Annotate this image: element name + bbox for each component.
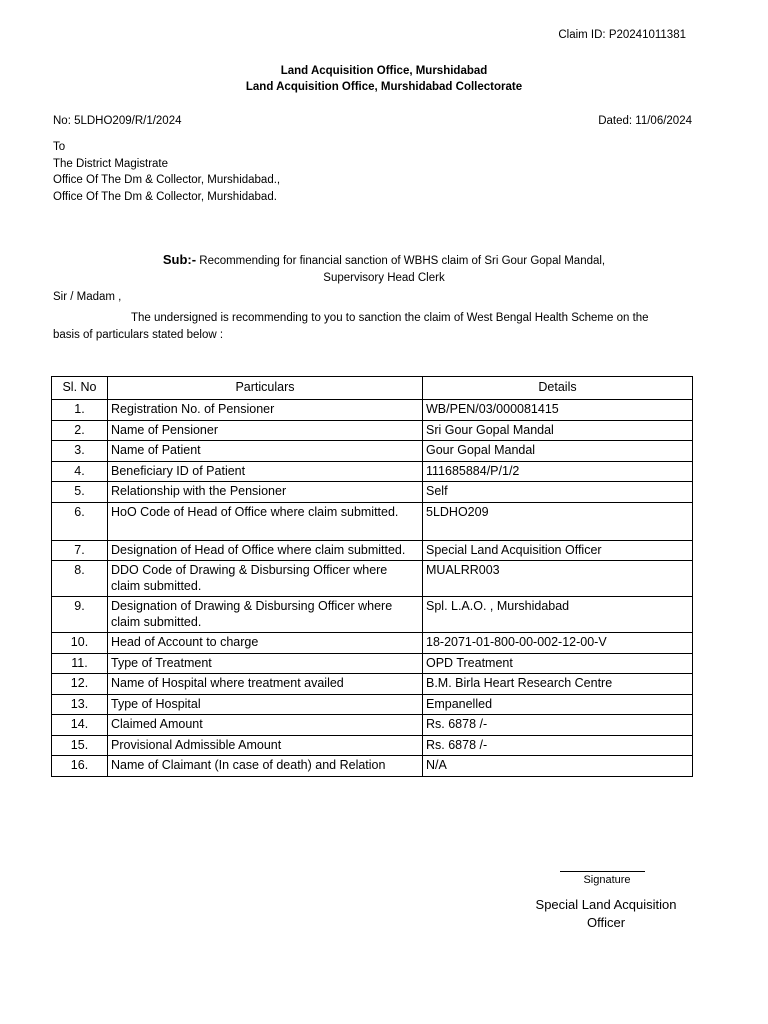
- row-particular: Name of Patient: [108, 441, 423, 462]
- table-row: [52, 540, 693, 561]
- table-row: [52, 735, 693, 756]
- subject-line2: Supervisory Head Clerk: [323, 272, 445, 284]
- row-particular: Designation of Head of Office where claim submitted.: [108, 540, 423, 561]
- table-row: [52, 597, 693, 633]
- row-particular: Provisional Admissible Amount: [108, 735, 423, 756]
- table-row: [52, 482, 693, 503]
- signature-line: [560, 871, 645, 872]
- table-row: [52, 715, 693, 736]
- row-sl-no: 4.: [52, 461, 108, 482]
- row-particular: Name of Pensioner: [108, 420, 423, 441]
- office-title: [0, 63, 768, 95]
- row-detail: N/A: [423, 756, 693, 777]
- table-header-row: [52, 377, 693, 400]
- row-detail: Sri Gour Gopal Mandal: [423, 420, 693, 441]
- row-detail: 5LDHO209: [423, 502, 693, 540]
- addressee-to: To: [53, 141, 66, 153]
- salutation: Sir / Madam ,: [53, 291, 122, 303]
- row-sl-no: 8.: [52, 561, 108, 597]
- row-detail: 111685884/P/1/2: [423, 461, 693, 482]
- row-sl-no: 2.: [52, 420, 108, 441]
- row-detail: Special Land Acquisition Officer: [423, 540, 693, 561]
- table-row: [52, 441, 693, 462]
- row-particular: Beneficiary ID of Patient: [108, 461, 423, 482]
- header-particulars: Particulars: [108, 377, 423, 400]
- row-particular: Relationship with the Pensioner: [108, 482, 423, 503]
- row-sl-no: 12.: [52, 674, 108, 695]
- claim-id: Claim ID: P20241011381: [558, 29, 686, 41]
- subject-label: Sub:-: [162, 252, 197, 267]
- addressee-line1: The District Magistrate: [53, 157, 169, 170]
- table-row: [52, 420, 693, 441]
- office-title-line1: Land Acquisition Office, Murshidabad: [280, 65, 488, 77]
- table-row: [52, 694, 693, 715]
- row-detail: Self: [423, 482, 693, 503]
- letter-date: Dated: 11/06/2024: [598, 115, 692, 127]
- body-line2: basis of particulars stated below :: [53, 328, 224, 341]
- body-line1: The undersigned is recommending to you to sanction the claim of West Bengal Health Scheme on the: [131, 312, 649, 324]
- table-row: [52, 633, 693, 654]
- subject-block: [0, 251, 768, 287]
- table-row: [52, 461, 693, 482]
- addressee-block: [53, 139, 280, 205]
- signature-label: Signature: [583, 874, 631, 886]
- row-sl-no: 7.: [52, 540, 108, 561]
- signatory-title-line1: Special Land Acquisition: [535, 897, 677, 912]
- table-row: [52, 502, 693, 540]
- row-detail: WB/PEN/03/000081415: [423, 400, 693, 421]
- header-sl-no: Sl. No: [52, 377, 108, 400]
- row-sl-no: 14.: [52, 715, 108, 736]
- table-row: [52, 400, 693, 421]
- signatory-title: [524, 896, 688, 932]
- row-detail: 18-2071-01-800-00-002-12-00-V: [423, 633, 693, 654]
- row-sl-no: 3.: [52, 441, 108, 462]
- row-detail: Rs. 6878 /-: [423, 735, 693, 756]
- row-detail: Rs. 6878 /-: [423, 715, 693, 736]
- header-details: Details: [423, 377, 693, 400]
- table-row: [52, 756, 693, 777]
- row-sl-no: 10.: [52, 633, 108, 654]
- row-sl-no: 13.: [52, 694, 108, 715]
- table-row: [52, 561, 693, 597]
- table-row: [52, 653, 693, 674]
- row-detail: Empanelled: [423, 694, 693, 715]
- row-detail: MUALRR003: [423, 561, 693, 597]
- row-particular: Name of Hospital where treatment availed: [108, 674, 423, 695]
- row-sl-no: 16.: [52, 756, 108, 777]
- addressee-line2: Office Of The Dm & Collector, Murshidabad.,: [53, 174, 281, 186]
- row-sl-no: 1.: [52, 400, 108, 421]
- row-detail: OPD Treatment: [423, 653, 693, 674]
- table-row: [52, 674, 693, 695]
- row-particular: HoO Code of Head of Office where claim submitted.: [108, 502, 423, 540]
- row-sl-no: 15.: [52, 735, 108, 756]
- row-detail: B.M. Birla Heart Research Centre: [423, 674, 693, 695]
- row-particular: Claimed Amount: [108, 715, 423, 736]
- row-detail: Gour Gopal Mandal: [423, 441, 693, 462]
- office-title-line2: Land Acquisition Office, Murshidabad Collectorate: [245, 81, 523, 93]
- addressee-line3: Office Of The Dm & Collector, Murshidabad.: [53, 190, 277, 203]
- row-particular: Registration No. of Pensioner: [108, 400, 423, 421]
- row-particular: Type of Hospital: [108, 694, 423, 715]
- row-sl-no: 6.: [52, 502, 108, 540]
- row-particular: DDO Code of Drawing & Disbursing Officer where claim submitted.: [108, 561, 423, 597]
- row-particular: Type of Treatment: [108, 653, 423, 674]
- body-paragraph: [53, 310, 693, 343]
- signatory-title-line2: Officer: [586, 915, 626, 930]
- particulars-table: [51, 376, 693, 777]
- reference-number: No: 5LDHO209/R/1/2024: [53, 115, 182, 127]
- row-sl-no: 11.: [52, 653, 108, 674]
- row-detail: Spl. L.A.O. , Murshidabad: [423, 597, 693, 633]
- subject-line1: Recommending for financial sanction of WBHS claim of Sri Gour Gopal Mandal,: [196, 255, 606, 267]
- row-particular: Designation of Drawing & Disbursing Officer where claim submitted.: [108, 597, 423, 633]
- row-sl-no: 5.: [52, 482, 108, 503]
- row-particular: Name of Claimant (In case of death) and Relation: [108, 756, 423, 777]
- row-sl-no: 9.: [52, 597, 108, 633]
- row-particular: Head of Account to charge: [108, 633, 423, 654]
